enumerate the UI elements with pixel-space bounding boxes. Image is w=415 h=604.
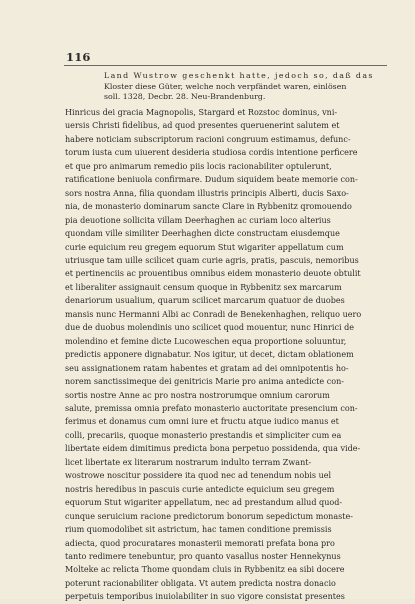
text-line: quondam ville similiter Deerhaghen dicte constructam eiusdemque <box>65 229 340 239</box>
text-line: licet libertate ex literarum nostrarum indulto terram Zwant- <box>65 457 312 467</box>
text-line: denariorum usualium, quarum scilicet marcarum quatuor de duobes <box>65 296 345 306</box>
text-line: Molteke ac relicta Thome quondam cluis in Rybbenitz ea sibi docere <box>65 565 345 575</box>
text-line: equorum Stut wigariter appellatum, nec ad prestandum allud quod- <box>65 498 343 508</box>
text-line: nia, de monasterio dominarum sancte Clare in Rybbenitz qromouendo <box>65 202 352 212</box>
text-line: sortis nostre Anne ac pro nostra nostrorumque omnium carorum <box>65 390 330 400</box>
text-line: et que pro animarum remedio piis locis racionabiliter optulerunt, <box>65 161 332 171</box>
text-line: colli, precariis, quoque monasterio prestandis et simpliciter cum ea <box>65 430 342 440</box>
text-line: ferimus et donamus cum omni iure et fructu atque iudico manus et <box>65 417 339 427</box>
text-line: pia deuotione sollicita villam Deerhaghen ac curiam loco alterius <box>65 215 331 225</box>
text-line: tanto redimere tenebuntur, pro quanto vasallus noster Hennekynus <box>65 551 341 561</box>
intro-line: Land Wustrow geschenkt hatte, jedoch so, daß das <box>104 71 374 80</box>
text-line: torum iusta cum uiuerent desideria studiosa cordis intentione perficere <box>65 148 358 158</box>
text-line: et pertinenciis ac prouentibus omnibus eidem monasterio deuote obtulit <box>65 269 361 279</box>
text-line: sors nostra Anna, filia quondam illustris principis Alberti, ducis Saxo- <box>65 188 349 198</box>
intro-line: soll. 1328, Decbr. 28. Neu-Brandenburg. <box>104 92 266 102</box>
text-line: rium quomodolibet sit astrictum, hac tamen conditione premissis <box>65 525 332 535</box>
text-line: predictis apponere dignabatur. Nos igitur, ut decet, dictam oblationem <box>65 350 354 360</box>
text-line: adiecta, quod procuratares monasterii memorati prefata bona pro <box>65 538 335 548</box>
text-line: due de duobus molendinis uno scilicet quod mouentur, nunc Hinrici de <box>65 323 355 333</box>
text-line: cunque seruicium racione predictorum bonorum sepedictum monaste- <box>65 511 354 521</box>
text-line: poterunt racionabiliter obligata. Vt autem predicta nostra donacio <box>65 578 336 588</box>
intro-line: Kloster diese Güter, welche noch verpfändet waren, einlösen <box>104 81 347 91</box>
text-line: Hinricus dei gracia Magnopolis, Stargard et Rozstoc dominus, vni- <box>65 108 338 117</box>
text-line: curie equicium reu gregem equorum Stut wigariter appellatum cum <box>65 242 344 252</box>
text-line: mansis nunc Hermanni Albi ac Conradi de Benekenhaghen, reliquo uero <box>65 309 362 319</box>
text-line: libertate eidem dimitimus predicta bona perpetuo possidenda, qua vide- <box>65 444 361 454</box>
text-line: wostrowe noscitur possidere ita quod nec ad tenendum nobis uel <box>65 471 332 481</box>
text-line: seu assignationem ratam habentes et gratam ad dei omnipotentis ho- <box>65 363 349 373</box>
text-line: et liberaliter assignauit censum quoque in Rybbenitz sex marcarum <box>65 282 342 292</box>
text-line: habere noticiam subscriptorum racioni congruum estimamus, defunc- <box>65 134 351 144</box>
charter-text <box>65 106 387 604</box>
text-line: nostris heredibus in pascuis curie antedicte equicium seu gregem <box>65 484 335 494</box>
header-rule <box>64 65 387 66</box>
text-line: utriusque tam uille scilicet quam curie agris, pratis, pascuis, nemoribus <box>65 255 359 265</box>
intro-summary <box>104 71 386 103</box>
text-line: salute, premissa omnia prefato monasterio auctoritate presencium con- <box>65 403 358 413</box>
text-line: molendino et femine dicte Lucoweschen equa proportione soluuntur, <box>65 336 347 346</box>
text-line: norem sanctissimeque dei genitricis Marie pro anima antedicte con- <box>65 377 344 387</box>
text-line: uersis Christi fidelibus, ad quod presentes queruenerint salutem et <box>65 121 340 131</box>
page-number: 116 <box>66 50 91 64</box>
text-line: perpetuis temporibus inuiolabiliter in suo vigore consistat presentes <box>65 592 345 602</box>
text-line: ratificatione beniuola confirmare. Dudum siquidem beate memorie con- <box>65 175 358 185</box>
